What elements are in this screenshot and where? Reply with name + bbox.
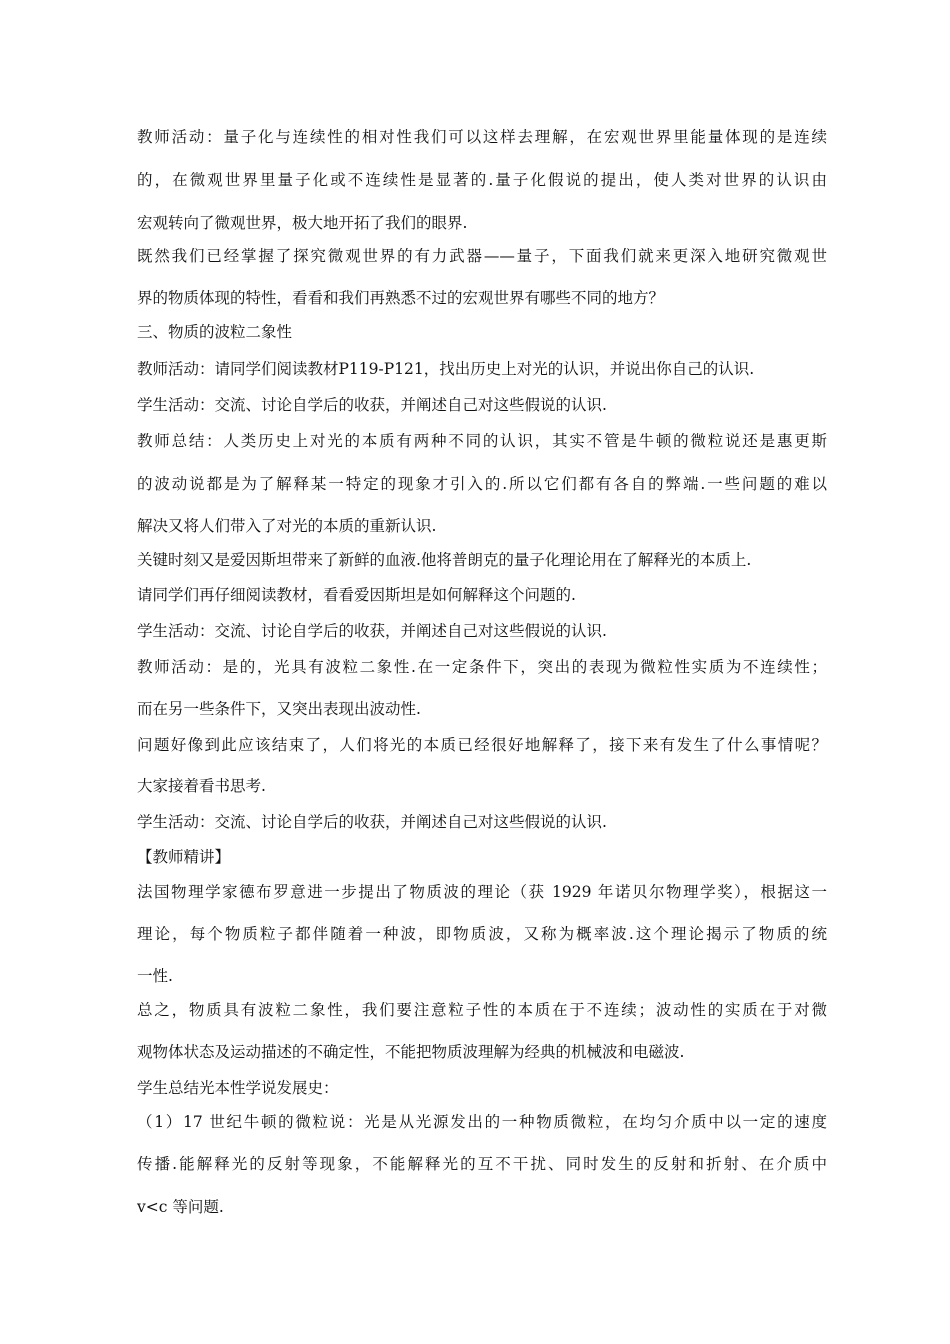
section-heading: 三、物质的波粒二象性 xyxy=(137,323,293,341)
text-line: 既然我们已经掌握了探究微观世界的有力武器——量子，下面我们就来更深入地研究微观世 xyxy=(137,247,827,265)
text-line: 学生活动：交流、讨论自学后的收获，并阐述自己对这些假说的认识. xyxy=(137,813,607,831)
text-line: 理论，每个物质粒子都伴随着一种波，即物质波，又称为概率波.这个理论揭示了物质的统 xyxy=(137,925,827,943)
text-line: 教师活动：请同学们阅读教材P119-P121，找出历史上对光的认识，并说出你自己的认识. xyxy=(137,360,755,378)
text-line: 学生总结光本性学说发展史： xyxy=(137,1079,339,1097)
text-line: 教师活动：是的，光具有波粒二象性.在一定条件下，突出的表现为微粒性实质为不连续性； xyxy=(137,658,827,676)
section-heading: 【教师精讲】 xyxy=(137,848,231,866)
text-line: 教师活动：量子化与连续性的相对性我们可以这样去理解，在宏观世界里能量体现的是连续 xyxy=(137,128,827,146)
text-line: 学生活动：交流、讨论自学后的收获，并阐述自己对这些假说的认识. xyxy=(137,622,607,640)
text-line: 学生活动：交流、讨论自学后的收获，并阐述自己对这些假说的认识. xyxy=(137,396,607,414)
text-line: 的，在微观世界里量子化或不连续性是显著的.量子化假说的提出，使人类对世界的认识由 xyxy=(137,171,827,189)
text-line: 观物体状态及运动描述的不确定性，不能把物质波理解为经典的机械波和电磁波. xyxy=(137,1043,685,1061)
text-line: 界的物质体现的特性，看看和我们再熟悉不过的宏观世界有哪些不同的地方？ xyxy=(137,289,665,307)
text-line: 问题好像到此应该结束了，人们将光的本质已经很好地解释了，接下来有发生了什么事情呢？ xyxy=(137,736,827,754)
text-line: 的波动说都是为了解释某一特定的现象才引入的.所以它们都有各自的弊端.一些问题的难以 xyxy=(137,475,827,493)
text-line: 教师总结：人类历史上对光的本质有两种不同的认识，其实不管是牛顿的微粒说还是惠更斯 xyxy=(137,432,827,450)
text-line: 解决又将人们带入了对光的本质的重新认识. xyxy=(137,517,437,535)
text-line: 法国物理学家德布罗意进一步提出了物质波的理论（获 1929 年诺贝尔物理学奖），根据这一 xyxy=(137,883,827,901)
text-line: 请同学们再仔细阅读教材，看看爱因斯坦是如何解释这个问题的. xyxy=(137,586,576,604)
text-line: 大家接着看书思考. xyxy=(137,777,266,795)
text-line: （1）17 世纪牛顿的微粒说：光是从光源发出的一种物质微粒，在均匀介质中以一定的速度 xyxy=(137,1113,827,1131)
text-line: v<c 等问题. xyxy=(137,1198,224,1216)
text-line: 而在另一些条件下，又突出表现出波动性. xyxy=(137,700,421,718)
text-line: 总之，物质具有波粒二象性，我们要注意粒子性的本质在于不连续；波动性的实质在于对微 xyxy=(137,1001,827,1019)
text-line: 一性. xyxy=(137,967,173,985)
text-line: 传播.能解释光的反射等现象，不能解释光的互不干扰、同时发生的反射和折射、在介质中 xyxy=(137,1155,827,1173)
text-line: 宏观转向了微观世界，极大地开拓了我们的眼界. xyxy=(137,214,468,232)
text-line: 关键时刻又是爱因斯坦带来了新鲜的血液.他将普朗克的量子化理论用在了解释光的本质上. xyxy=(137,551,752,569)
